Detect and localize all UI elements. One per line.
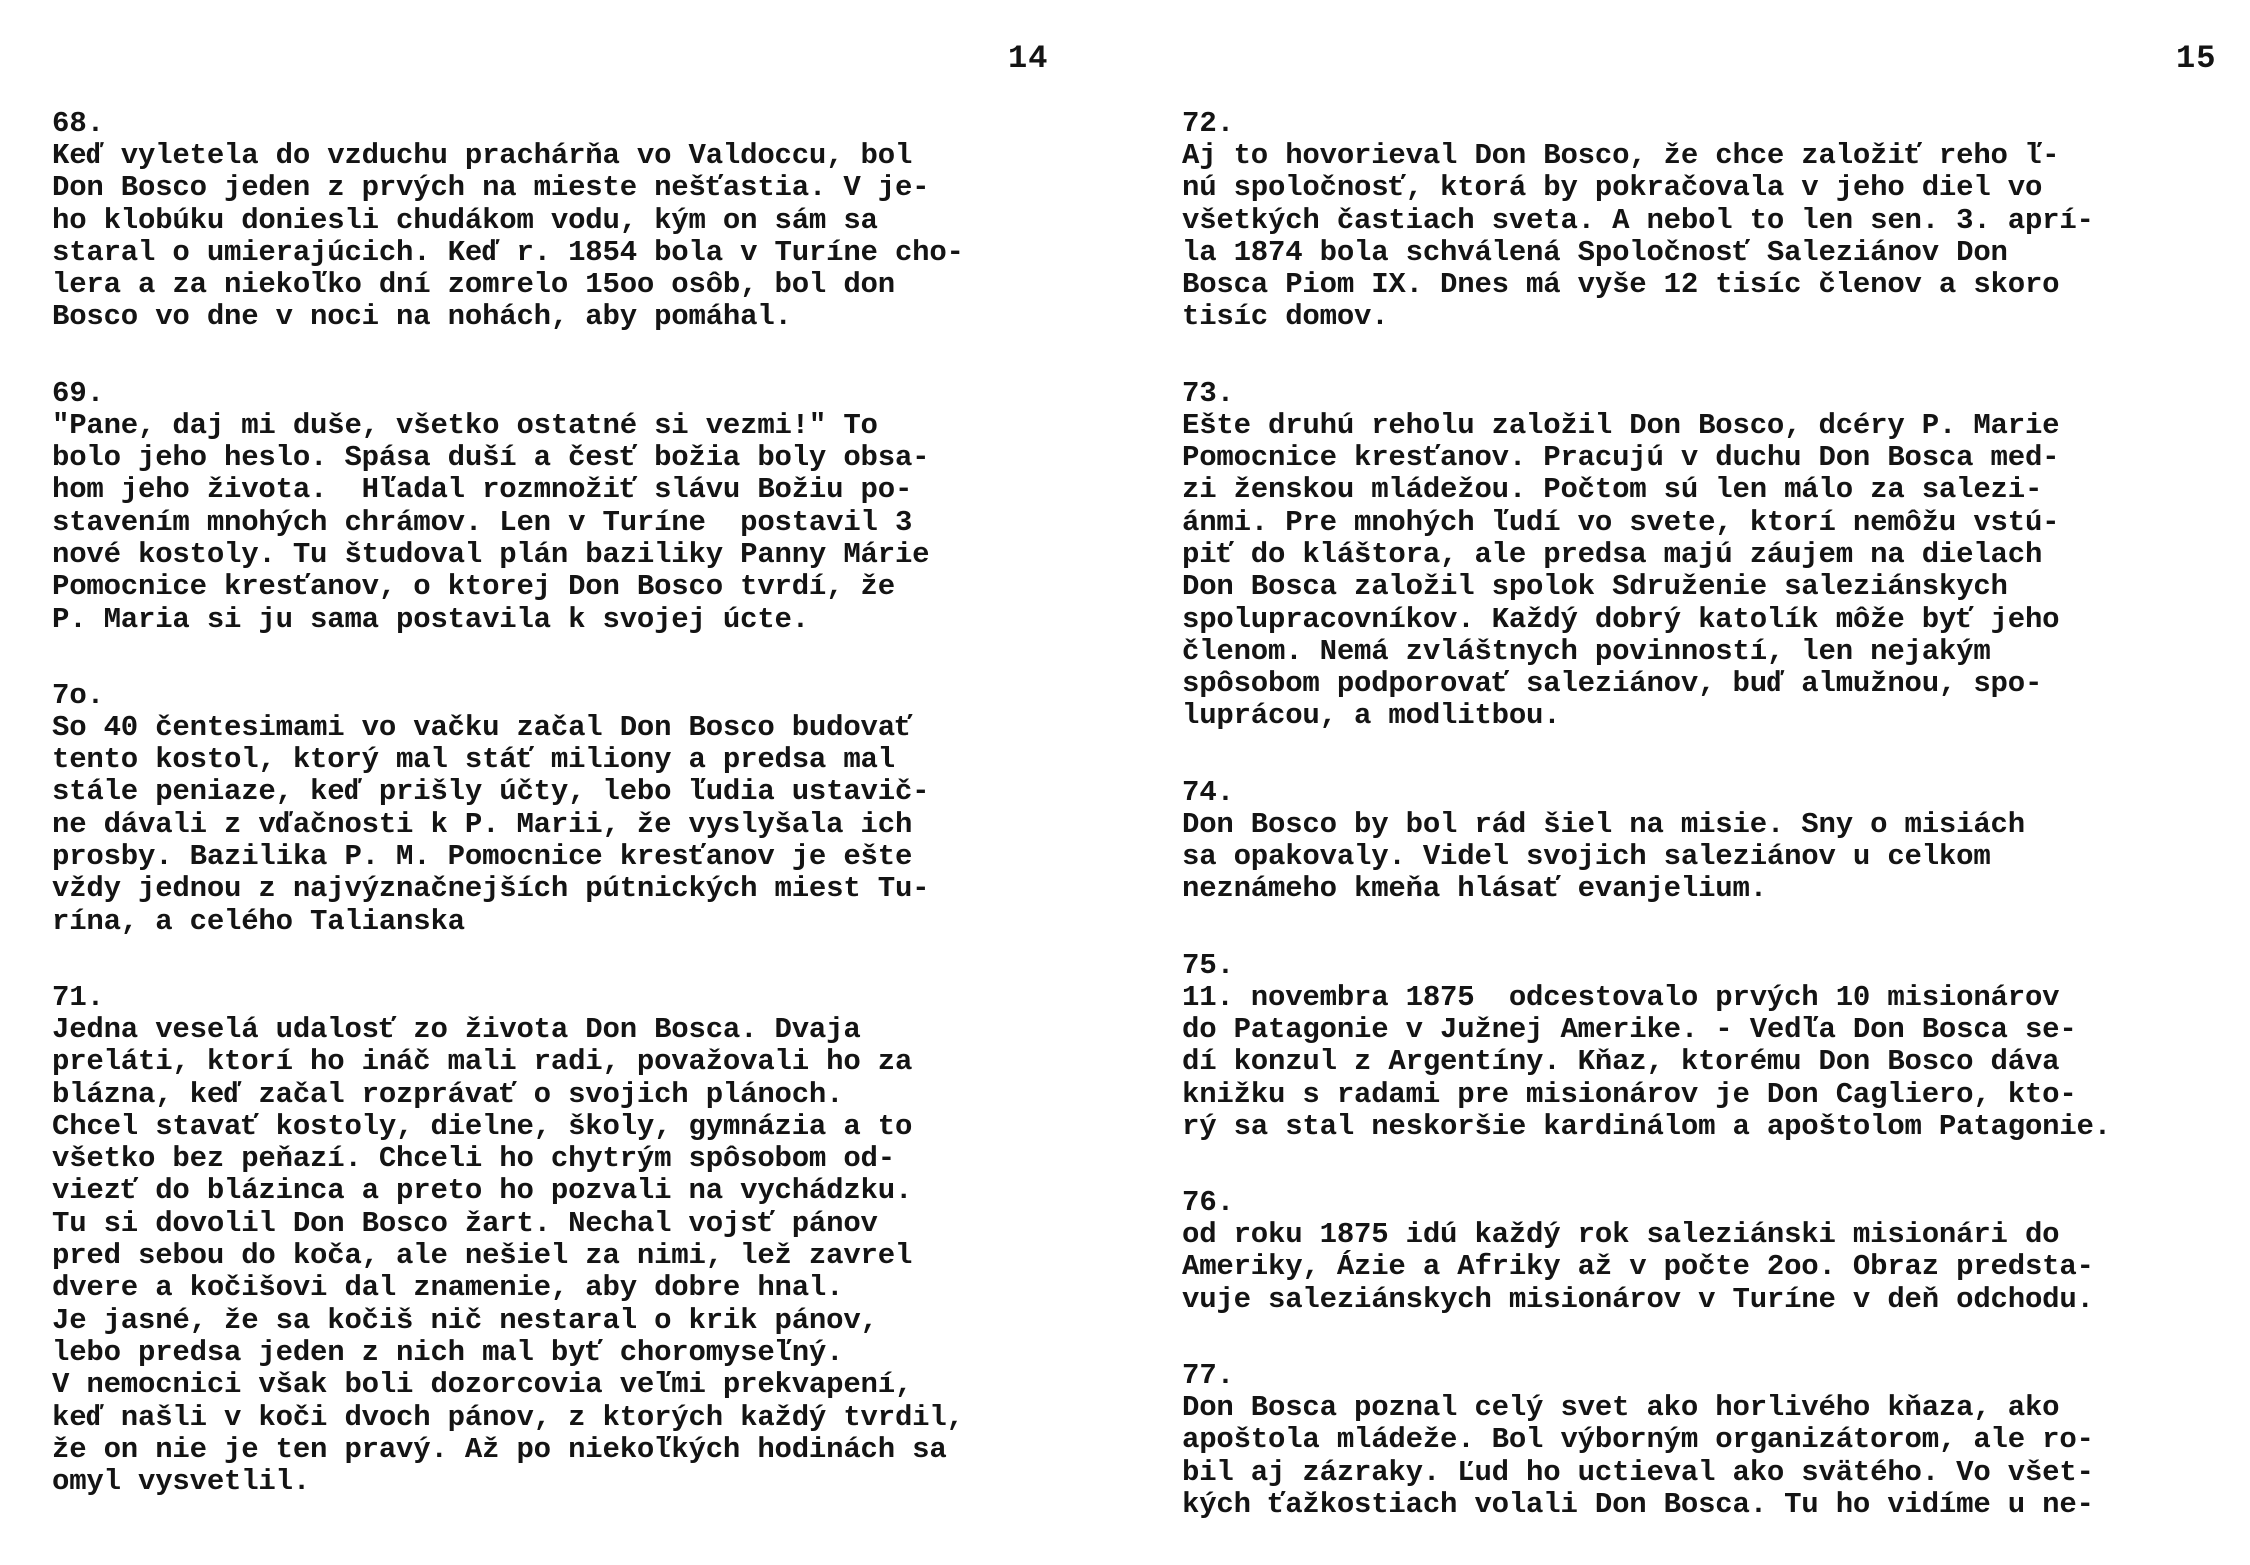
text-line: tento kostol, ktorý mal stáť miliony a predsa mal <box>52 743 895 777</box>
text-line: spolupracovníkov. Každý dobrý katolík môže byť jeho <box>1182 602 2060 636</box>
text-line: od roku 1875 idú každý rok saleziánski misionári do <box>1182 1218 2060 1252</box>
numbered-paragraph <box>1182 378 2250 733</box>
left-page-column <box>52 108 1132 1542</box>
text-line: Don Bosca založil spolok Sdruženie saleziánskych <box>1182 570 2008 604</box>
text-line: Ameriky, Ázie a Afriky až v počte 2oo. Obraz predsta- <box>1182 1250 2094 1284</box>
text-line: Jedna veselá udalosť zo života Don Bosca. Dvaja <box>52 1012 861 1046</box>
text-line: staral o umierajúcich. Keď r. 1854 bola v Turíne cho- <box>52 235 964 269</box>
numbered-paragraph <box>52 108 1132 334</box>
numbered-paragraph <box>52 680 1132 938</box>
numbered-paragraph <box>52 982 1132 1498</box>
text-line: vuje saleziánskych misionárov v Turíne v deň odchodu. <box>1182 1282 2094 1316</box>
text-line: apoštola mládeže. Bol výborným organizátorom, ale ro- <box>1182 1423 2094 1457</box>
text-line: sa opakovaly. Videl svojich saleziánov u celkom <box>1182 840 1991 874</box>
paragraph-number: 7o. <box>52 678 105 712</box>
text-line: neznámeho kmeňa hlásať evanjelium. <box>1182 872 1767 906</box>
text-line: nú spoločnosť, ktorá by pokračovala v jeho diel vo <box>1182 171 2043 205</box>
text-line: že on nie je ten pravý. Až po niekoľkých hodinách sa <box>52 1432 947 1466</box>
numbered-paragraph <box>1182 777 2250 906</box>
text-line: "Pane, daj mi duše, všetko ostatné si vezmi!" To <box>52 408 878 442</box>
text-line: Keď vyletela do vzduchu prachárňa vo Valdoccu, bol <box>52 139 913 172</box>
text-line: Pomocnice kresťanov, o ktorej Don Bosco tvrdí, že <box>52 570 895 604</box>
text-line: dvere a kočišovi dal znamenie, aby dobre hnal. <box>52 1271 844 1305</box>
page-number-left: 14 <box>1008 40 1049 77</box>
numbered-paragraph <box>1182 950 2250 1143</box>
text-line: la 1874 bola schválená Spoločnosť Saleziánov Don <box>1182 235 2008 269</box>
paragraph-number: 75. <box>1182 948 1235 982</box>
text-line: tisíc domov. <box>1182 300 1389 334</box>
text-line: dí konzul z Argentíny. Kňaz, ktorému Don Bosco dáva <box>1182 1045 2060 1079</box>
text-line: Don Bosco jeden z prvých na mieste nešťastia. V je- <box>52 171 930 205</box>
numbered-paragraph <box>1182 108 2250 334</box>
text-line: Don Bosca poznal celý svet ako horlivého kňaza, ako <box>1182 1391 2060 1425</box>
text-line: bil aj zázraky. Ľud ho uctieval ako svätého. Vo všet- <box>1182 1455 2094 1489</box>
text-line: viezť do blázinca a preto ho pozvali na vychádzku. <box>52 1174 913 1208</box>
text-line: všetko bez peňazí. Chceli ho chytrým spôsobom od- <box>52 1142 895 1176</box>
text-line: všetkých častiach sveta. A nebol to len sen. 3. aprí- <box>1182 203 2094 237</box>
text-line: ne dávali z vďačnosti k P. Marii, že vyslyšala ich <box>52 807 913 841</box>
text-line: vždy jednou z najvýznačnejších pútnických miest Tu- <box>52 872 930 906</box>
text-line: preláti, ktorí ho ináč mali radi, považovali ho za <box>52 1045 913 1079</box>
text-line: Ešte druhú reholu založil Don Bosco, dcéry P. Marie <box>1182 408 2060 442</box>
text-line: nové kostoly. Tu študoval plán baziliky Panny Márie <box>52 537 930 571</box>
text-line: Bosco vo dne v noci na nohách, aby pomáhal. <box>52 300 792 334</box>
text-line: luprácou, a modlitbou. <box>1182 699 1561 733</box>
page-number-right: 15 <box>2176 40 2217 77</box>
text-line: ho klobúku doniesli chudákom vodu, kým on sám sa <box>52 203 878 237</box>
paragraph-number: 69. <box>52 376 105 410</box>
text-line: ánmi. Pre mnohých ľudí vo svete, ktorí nemôžu vstú- <box>1182 505 2060 539</box>
text-line: blázna, keď začal rozprávať o svojich plánoch. <box>52 1077 844 1111</box>
text-line: 11. novembra 1875 odcestovalo prvých 10 misionárov <box>1182 980 2060 1014</box>
paragraph-number: 77. <box>1182 1359 1235 1393</box>
paragraph-number: 71. <box>52 980 105 1014</box>
text-line: piť do kláštora, ale predsa majú záujem na dielach <box>1182 537 2043 571</box>
text-line: V nemocnici však boli dozorcovia veľmi prekvapení, <box>52 1368 913 1402</box>
text-line: rína, a celého Talianska <box>52 904 465 938</box>
text-line: stavením mnohých chrámov. Len v Turíne postavil 3 <box>52 505 913 539</box>
text-line: Tu si dovolil Don Bosco žart. Nechal vojsť pánov <box>52 1206 878 1240</box>
text-line: prosby. Bazilika P. M. Pomocnice kresťanov je ešte <box>52 840 913 874</box>
paragraph-number: 72. <box>1182 107 1235 140</box>
text-line: Pomocnice kresťanov. Pracujú v duchu Don Bosca med- <box>1182 441 2060 475</box>
paragraph-number: 68. <box>52 107 105 140</box>
text-line: bolo jeho heslo. Spása duší a česť božia boly obsa- <box>52 441 930 475</box>
numbered-paragraph <box>1182 1360 2250 1521</box>
text-line: spôsobom podporovať saleziánov, buď almužnou, spo- <box>1182 667 2043 701</box>
text-line: Bosca Piom IX. Dnes má vyše 12 tisíc členov a skoro <box>1182 268 2060 302</box>
text-line: lebo predsa jeden z nich mal byť choromyseľný. <box>52 1335 844 1369</box>
text-line: pred sebou do koča, ale nešiel za nimi, lež zavrel <box>52 1239 913 1273</box>
text-line: P. Maria si ju sama postavila k svojej úcte. <box>52 602 809 636</box>
text-line: Don Bosco by bol rád šiel na misie. Sny o misiách <box>1182 807 2025 841</box>
text-line: do Patagonie v Južnej Amerike. - Vedľa Don Bosca se- <box>1182 1012 2077 1046</box>
text-line: zi ženskou mládežou. Počtom sú len málo za salezi- <box>1182 473 2043 507</box>
text-line: keď našli v koči dvoch pánov, z ktorých každý tvrdil, <box>52 1400 964 1434</box>
text-line: lera a za niekoľko dní zomrelo 15oo osôb, bol don <box>52 268 895 302</box>
paragraph-number: 76. <box>1182 1186 1235 1220</box>
text-line: Je jasné, že sa kočiš nič nestaral o krik pánov, <box>52 1303 878 1337</box>
text-line: Chcel stavať kostoly, dielne, školy, gymnázia a to <box>52 1109 913 1143</box>
text-line: stále peniaze, keď prišly účty, lebo ľudia ustavič- <box>52 775 930 809</box>
text-line: omyl vysvetlil. <box>52 1465 311 1499</box>
text-line: rý sa stal neskoršie kardinálom a apoštolom Patagonie. <box>1182 1109 2111 1143</box>
text-line: So 40 čentesimami vo vačku začal Don Bosco budovať <box>52 710 913 744</box>
paragraph-number: 74. <box>1182 775 1235 809</box>
text-line: Aj to hovorieval Don Bosco, že chce založiť reho ľ- <box>1182 139 2060 172</box>
numbered-paragraph <box>1182 1187 2250 1316</box>
text-line: hom jeho života. Hľadal rozmnožiť slávu Božiu po- <box>52 473 913 507</box>
text-line: knižku s radami pre misionárov je Don Cagliero, kto- <box>1182 1077 2077 1111</box>
paragraph-number: 73. <box>1182 376 1235 410</box>
text-line: kých ťažkostiach volali Don Bosca. Tu ho vidíme u ne- <box>1182 1487 2094 1521</box>
numbered-paragraph <box>52 378 1132 636</box>
right-page-column <box>1182 108 2250 1565</box>
text-line: členom. Nemá zvláštnych povinností, len nejakým <box>1182 634 1991 668</box>
